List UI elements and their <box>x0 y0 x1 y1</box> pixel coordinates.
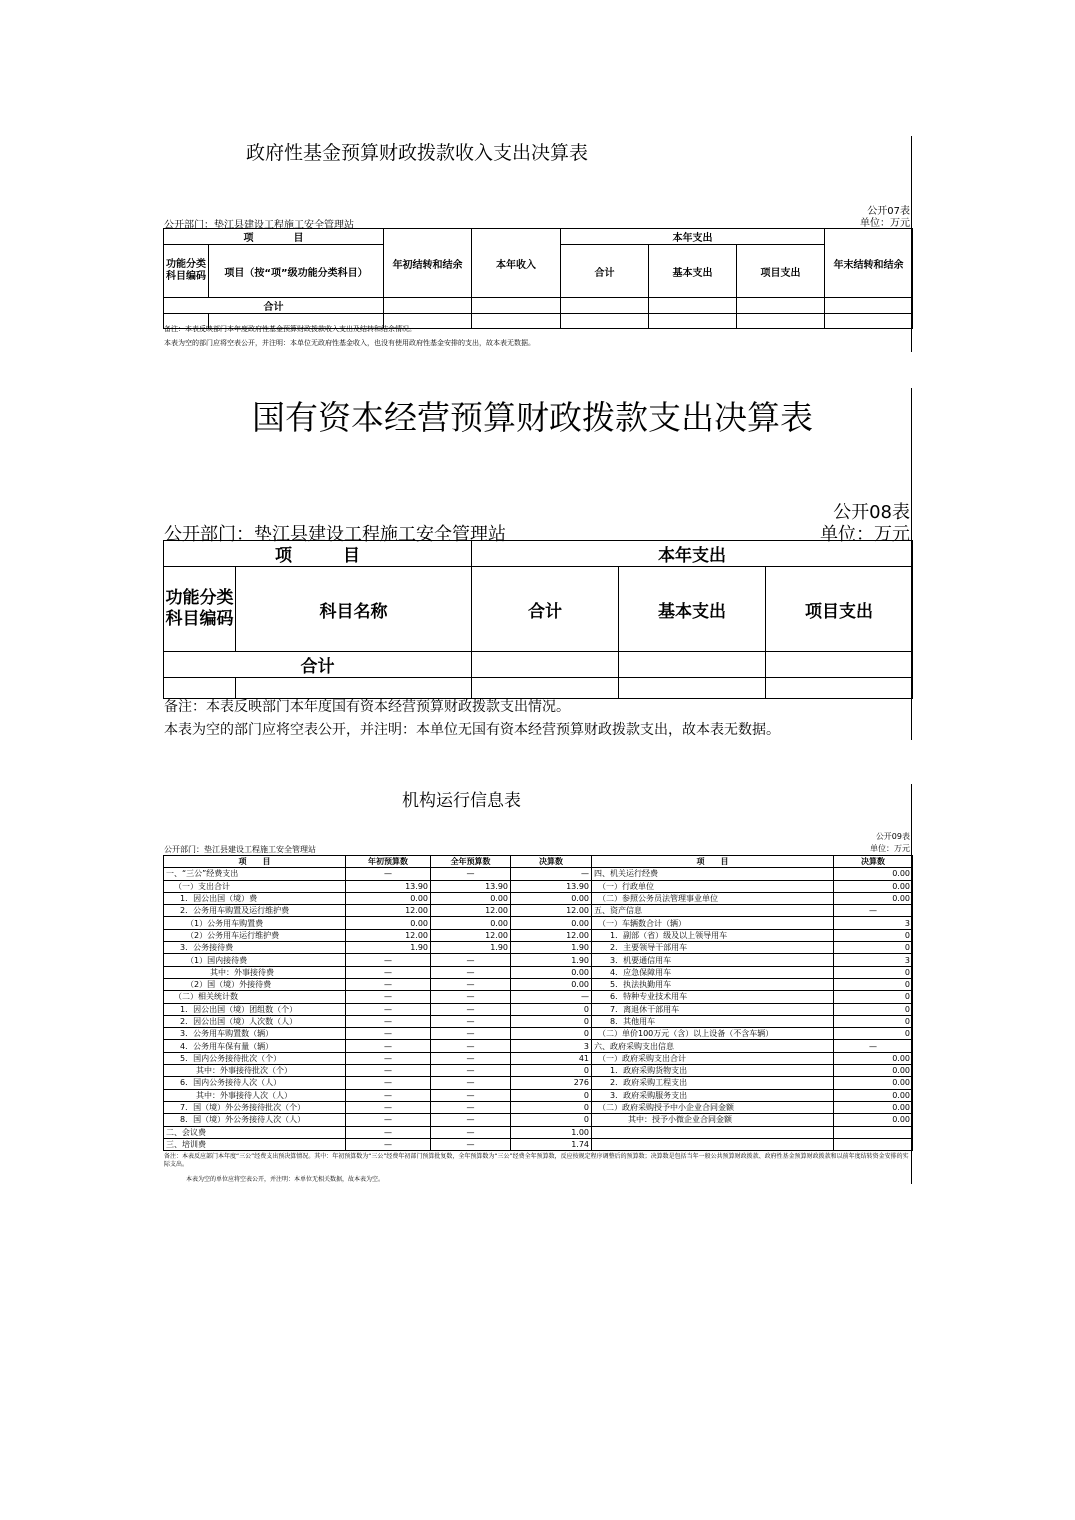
row-final-right: 0.00 <box>834 1089 913 1101</box>
row-full-budget: — <box>431 991 511 1003</box>
s3-h-full: 全年预算数 <box>431 856 511 868</box>
table-row <box>164 1077 913 1089</box>
row-full-budget: — <box>431 1052 511 1064</box>
row-label-right: （二）参照公务员法管理事业单位 <box>592 892 834 904</box>
row-budget: — <box>346 991 431 1003</box>
s3-unit: 单位：万元 <box>870 844 910 853</box>
s1-h-subject: 项目（按“项”级功能分类科目） <box>209 245 384 298</box>
row-final: 13.90 <box>511 880 592 892</box>
s1-h-basic: 基本支出 <box>649 245 737 298</box>
table-row <box>164 880 913 892</box>
row-budget: — <box>346 1089 431 1101</box>
row-final: — <box>511 868 592 880</box>
row-final: 1.00 <box>511 1126 592 1138</box>
s2-title: 国有资本经营预算财政拨款支出决算表 <box>252 398 813 437</box>
s1-dept: 公开部门：垫江县建设工程施工安全管理站 <box>164 220 354 231</box>
row-label: 其中：外事接待人次（人） <box>164 1089 346 1101</box>
row-full-budget: — <box>431 868 511 880</box>
row-final: 276 <box>511 1077 592 1089</box>
row-label: 4．公务用车保有量（辆） <box>164 1040 346 1052</box>
row-budget: 12.00 <box>346 929 431 941</box>
row-full-budget: — <box>431 1003 511 1015</box>
row-label-right: 2．主要领导干部用车 <box>592 942 834 954</box>
row-final-right: 0 <box>834 966 913 978</box>
row-budget: 0.00 <box>346 917 431 929</box>
row-budget: — <box>346 1138 431 1150</box>
row-full-budget: — <box>431 1114 511 1126</box>
s2-h-basic: 基本支出 <box>619 567 766 652</box>
s1-h-code: 功能分类科目编码 <box>164 245 209 298</box>
row-final-right: 0 <box>834 991 913 1003</box>
row-final-right: 0 <box>834 942 913 954</box>
row-full-budget: — <box>431 1126 511 1138</box>
table-row <box>164 1114 913 1126</box>
row-label: 6．国内公务接待人次（人） <box>164 1077 346 1089</box>
s3-table <box>163 855 913 1151</box>
table-row <box>164 954 913 966</box>
table-row <box>164 1028 913 1040</box>
row-label-right: （二）政府采购授予中小企业合同金额 <box>592 1101 834 1113</box>
row-label-right: 六、政府采购支出信息 <box>592 1040 834 1052</box>
row-label: 1．因公出国（境）费 <box>164 892 346 904</box>
row-full-budget: — <box>431 966 511 978</box>
s1-note1: 备注：本表反映部门本年度政府性基金预算财政拨款收入支出及结转和结余情况。 <box>164 325 416 333</box>
s2-row-total: 合计 <box>164 652 472 678</box>
row-label-right: 其中：授予小微企业合同金额 <box>592 1114 834 1126</box>
row-final-right: 0.00 <box>834 1114 913 1126</box>
table-row <box>164 1089 913 1101</box>
row-final: 0.00 <box>511 978 592 990</box>
s2-h-current-exp: 本年支出 <box>472 541 913 567</box>
row-final-right: 0.00 <box>834 868 913 880</box>
row-final-right: 0 <box>834 1028 913 1040</box>
row-final-right: 0.00 <box>834 1101 913 1113</box>
row-final: — <box>511 991 592 1003</box>
row-label: 其中：外事接待费 <box>164 966 346 978</box>
row-full-budget: — <box>431 1077 511 1089</box>
table-row <box>164 991 913 1003</box>
row-final: 12.00 <box>511 905 592 917</box>
row-budget: — <box>346 1015 431 1027</box>
s3-note1: 备注：本表反应部门本年度“三公”经费支出预决算情况。其中：年初预算数为“三公”经费年初部门预算批复数，全年预算数为“三公”经费全年预算数，反应按规定程序调整后的预算数；决算数是包括当年一般公共预算财政拨款、政府性基金预算财政拨款和以前年度结转资金安排的实际支出。 <box>164 1153 909 1168</box>
row-final-right: 0.00 <box>834 1052 913 1064</box>
row-final: 0 <box>511 1101 592 1113</box>
row-final: 0 <box>511 1089 592 1101</box>
s3-h-final2: 决算数 <box>834 856 913 868</box>
row-label-right: 3．机要通信用车 <box>592 954 834 966</box>
row-budget: 12.00 <box>346 905 431 917</box>
row-budget: — <box>346 954 431 966</box>
row-budget: — <box>346 1065 431 1077</box>
s1-h-item: 项 目 <box>164 229 384 245</box>
row-full-budget: — <box>431 1065 511 1077</box>
table-row <box>164 978 913 990</box>
row-label-right: （一）车辆数合计（辆） <box>592 917 834 929</box>
row-label-right: 1．副部（省）级及以上领导用车 <box>592 929 834 941</box>
row-final-right: 0.00 <box>834 1077 913 1089</box>
row-label: 2．公务用车购置及运行维护费 <box>164 905 346 917</box>
s1-unit: 单位：万元 <box>860 218 910 229</box>
row-full-budget: 1.90 <box>431 942 511 954</box>
s1-table-no: 公开07表 <box>867 206 910 217</box>
s2-note1: 备注：本表反映部门本年度国有资本经营预算财政拨款支出情况。 <box>164 699 570 715</box>
row-final-right: 0 <box>834 1003 913 1015</box>
s3-h-budget: 年初预算数 <box>346 856 431 868</box>
s2-table-no: 公开08表 <box>833 502 910 523</box>
row-final: 0.00 <box>511 966 592 978</box>
row-final-right: 0 <box>834 1015 913 1027</box>
table-row <box>164 1065 913 1077</box>
row-label: 其中：外事接待批次（个） <box>164 1065 346 1077</box>
table-row <box>164 1015 913 1027</box>
table-row <box>164 917 913 929</box>
row-budget: — <box>346 1028 431 1040</box>
row-label-right: 五、资产信息 <box>592 905 834 917</box>
s1-h-current-exp: 本年支出 <box>561 229 825 245</box>
row-full-budget: — <box>431 954 511 966</box>
s3-dept: 公开部门：垫江县建设工程施工安全管理站 <box>164 845 316 854</box>
row-final-right: 0.00 <box>834 880 913 892</box>
s3-h-final: 决算数 <box>511 856 592 868</box>
row-budget: — <box>346 1040 431 1052</box>
row-label: （2）国（境）外接待费 <box>164 978 346 990</box>
row-label-right: 3．政府采购服务支出 <box>592 1089 834 1101</box>
row-label: （二）相关统计数 <box>164 991 346 1003</box>
row-full-budget: 12.00 <box>431 905 511 917</box>
table-row <box>164 942 913 954</box>
table-row <box>164 868 913 880</box>
row-label-right: 7．离退休干部用车 <box>592 1003 834 1015</box>
row-label-right: 4．应急保障用车 <box>592 966 834 978</box>
row-full-budget: — <box>431 1138 511 1150</box>
s2-unit: 单位：万元 <box>820 524 910 545</box>
row-label: 2．因公出国（境）人次数（人） <box>164 1015 346 1027</box>
row-label: 7．国（境）外公务接待批次（个） <box>164 1101 346 1113</box>
row-final: 1.90 <box>511 954 592 966</box>
row-budget: — <box>346 1114 431 1126</box>
row-label-right: 8．其他用车 <box>592 1015 834 1027</box>
table-row <box>164 966 913 978</box>
row-label: 1．因公出国（境）团组数（个） <box>164 1003 346 1015</box>
row-full-budget: — <box>431 1015 511 1027</box>
table-row <box>164 1052 913 1064</box>
s2-h-total: 合计 <box>472 567 619 652</box>
table-row <box>164 892 913 904</box>
row-final-right: 0.00 <box>834 1065 913 1077</box>
s3-h-item2: 项 目 <box>592 856 834 868</box>
s2-h-subject: 科目名称 <box>236 567 472 652</box>
row-final: 0 <box>511 1028 592 1040</box>
row-final: 0 <box>511 1015 592 1027</box>
s2-h-code: 功能分类科目编码 <box>164 567 236 652</box>
row-full-budget: — <box>431 1028 511 1040</box>
row-budget: — <box>346 1077 431 1089</box>
row-full-budget: — <box>431 1040 511 1052</box>
row-final: 12.00 <box>511 929 592 941</box>
row-budget: — <box>346 1003 431 1015</box>
row-label: 3．公务接待费 <box>164 942 346 954</box>
s1-row-total: 合计 <box>164 298 384 314</box>
row-full-budget: — <box>431 1089 511 1101</box>
row-final-right: 0 <box>834 929 913 941</box>
s1-title: 政府性基金预算财政拨款收入支出决算表 <box>246 142 589 164</box>
row-final-right: — <box>834 1040 913 1052</box>
s2-h-item: 项 目 <box>164 541 472 567</box>
s1-table <box>163 228 913 329</box>
row-label-right: （二）单价100万元（含）以上设备（不含车辆） <box>592 1028 834 1040</box>
row-final-right: 3 <box>834 917 913 929</box>
row-label-right: 四、机关运行经费 <box>592 868 834 880</box>
s3-title: 机构运行信息表 <box>402 791 521 811</box>
table-row <box>164 905 913 917</box>
row-final: 0 <box>511 1114 592 1126</box>
row-budget: 13.90 <box>346 880 431 892</box>
row-final: 1.74 <box>511 1138 592 1150</box>
row-label-right: 6．特种专业技术用车 <box>592 991 834 1003</box>
row-final-right: 0 <box>834 978 913 990</box>
row-final: 1.90 <box>511 942 592 954</box>
row-final-right: — <box>834 905 913 917</box>
s3-table-no: 公开09表 <box>875 832 910 841</box>
s3-note2: 本表为空的单位应将空表公开，并注明：本单位无相关数据，故本表为空。 <box>186 1176 385 1183</box>
row-label-right: 5．执法执勤用车 <box>592 978 834 990</box>
row-final: 0.00 <box>511 892 592 904</box>
table-row <box>164 929 913 941</box>
row-label-right: 1．政府采购货物支出 <box>592 1065 834 1077</box>
row-budget: — <box>346 966 431 978</box>
row-final-right: 0.00 <box>834 892 913 904</box>
row-full-budget: 12.00 <box>431 929 511 941</box>
table-row <box>164 1138 913 1150</box>
row-budget: 1.90 <box>346 942 431 954</box>
row-budget: 0.00 <box>346 892 431 904</box>
s2-note2: 本表为空的部门应将空表公开，并注明：本单位无国有资本经营预算财政拨款支出，故本表无数据。 <box>164 722 780 738</box>
row-full-budget: 0.00 <box>431 892 511 904</box>
row-final: 3 <box>511 1040 592 1052</box>
row-label: （一）支出合计 <box>164 880 346 892</box>
s2-table <box>163 540 913 699</box>
row-label: （2）公务用车运行维护费 <box>164 929 346 941</box>
s1-h-total: 合计 <box>561 245 649 298</box>
row-label: （1）公务用车购置费 <box>164 917 346 929</box>
row-full-budget: — <box>431 1101 511 1113</box>
row-budget: — <box>346 1101 431 1113</box>
row-label: 8．国（境）外公务接待人次（人） <box>164 1114 346 1126</box>
row-label-right <box>592 1126 834 1138</box>
table-row <box>164 1101 913 1113</box>
row-label: 三、培训费 <box>164 1138 346 1150</box>
row-final-right: 3 <box>834 954 913 966</box>
row-budget: — <box>346 978 431 990</box>
s1-h-end: 年末结转和结余 <box>825 229 913 298</box>
row-final: 0 <box>511 1003 592 1015</box>
row-budget: — <box>346 1052 431 1064</box>
table-row <box>164 1003 913 1015</box>
s1-h-income: 本年收入 <box>472 229 561 298</box>
row-final: 0 <box>511 1065 592 1077</box>
row-final: 0.00 <box>511 917 592 929</box>
s3-h-item: 项 目 <box>164 856 346 868</box>
row-label: 一、“三公”经费支出 <box>164 868 346 880</box>
row-full-budget: 13.90 <box>431 880 511 892</box>
row-final: 41 <box>511 1052 592 1064</box>
row-label-right: 2．政府采购工程支出 <box>592 1077 834 1089</box>
row-final-right <box>834 1126 913 1138</box>
row-full-budget: — <box>431 978 511 990</box>
row-final-right <box>834 1138 913 1150</box>
row-label-right: （一）政府采购支出合计 <box>592 1052 834 1064</box>
row-label: （1）国内接待费 <box>164 954 346 966</box>
row-label-right <box>592 1138 834 1150</box>
s1-h-project: 项目支出 <box>737 245 825 298</box>
s1-note2: 本表为空的部门应将空表公开，并注明：本单位无政府性基金收入，也没有使用政府性基金安排的支出，故本表无数据。 <box>164 339 535 347</box>
row-label: 5．国内公务接待批次（个） <box>164 1052 346 1064</box>
row-label-right: （一）行政单位 <box>592 880 834 892</box>
s2-dept: 公开部门：垫江县建设工程施工安全管理站 <box>164 524 506 545</box>
table-row <box>164 1126 913 1138</box>
row-label: 二、会议费 <box>164 1126 346 1138</box>
table-row <box>164 1040 913 1052</box>
row-full-budget: 0.00 <box>431 917 511 929</box>
row-budget: — <box>346 868 431 880</box>
row-label: 3．公务用车购置数（辆） <box>164 1028 346 1040</box>
s1-h-begin: 年初结转和结余 <box>384 229 472 298</box>
s2-h-project: 项目支出 <box>766 567 913 652</box>
row-budget: — <box>346 1126 431 1138</box>
